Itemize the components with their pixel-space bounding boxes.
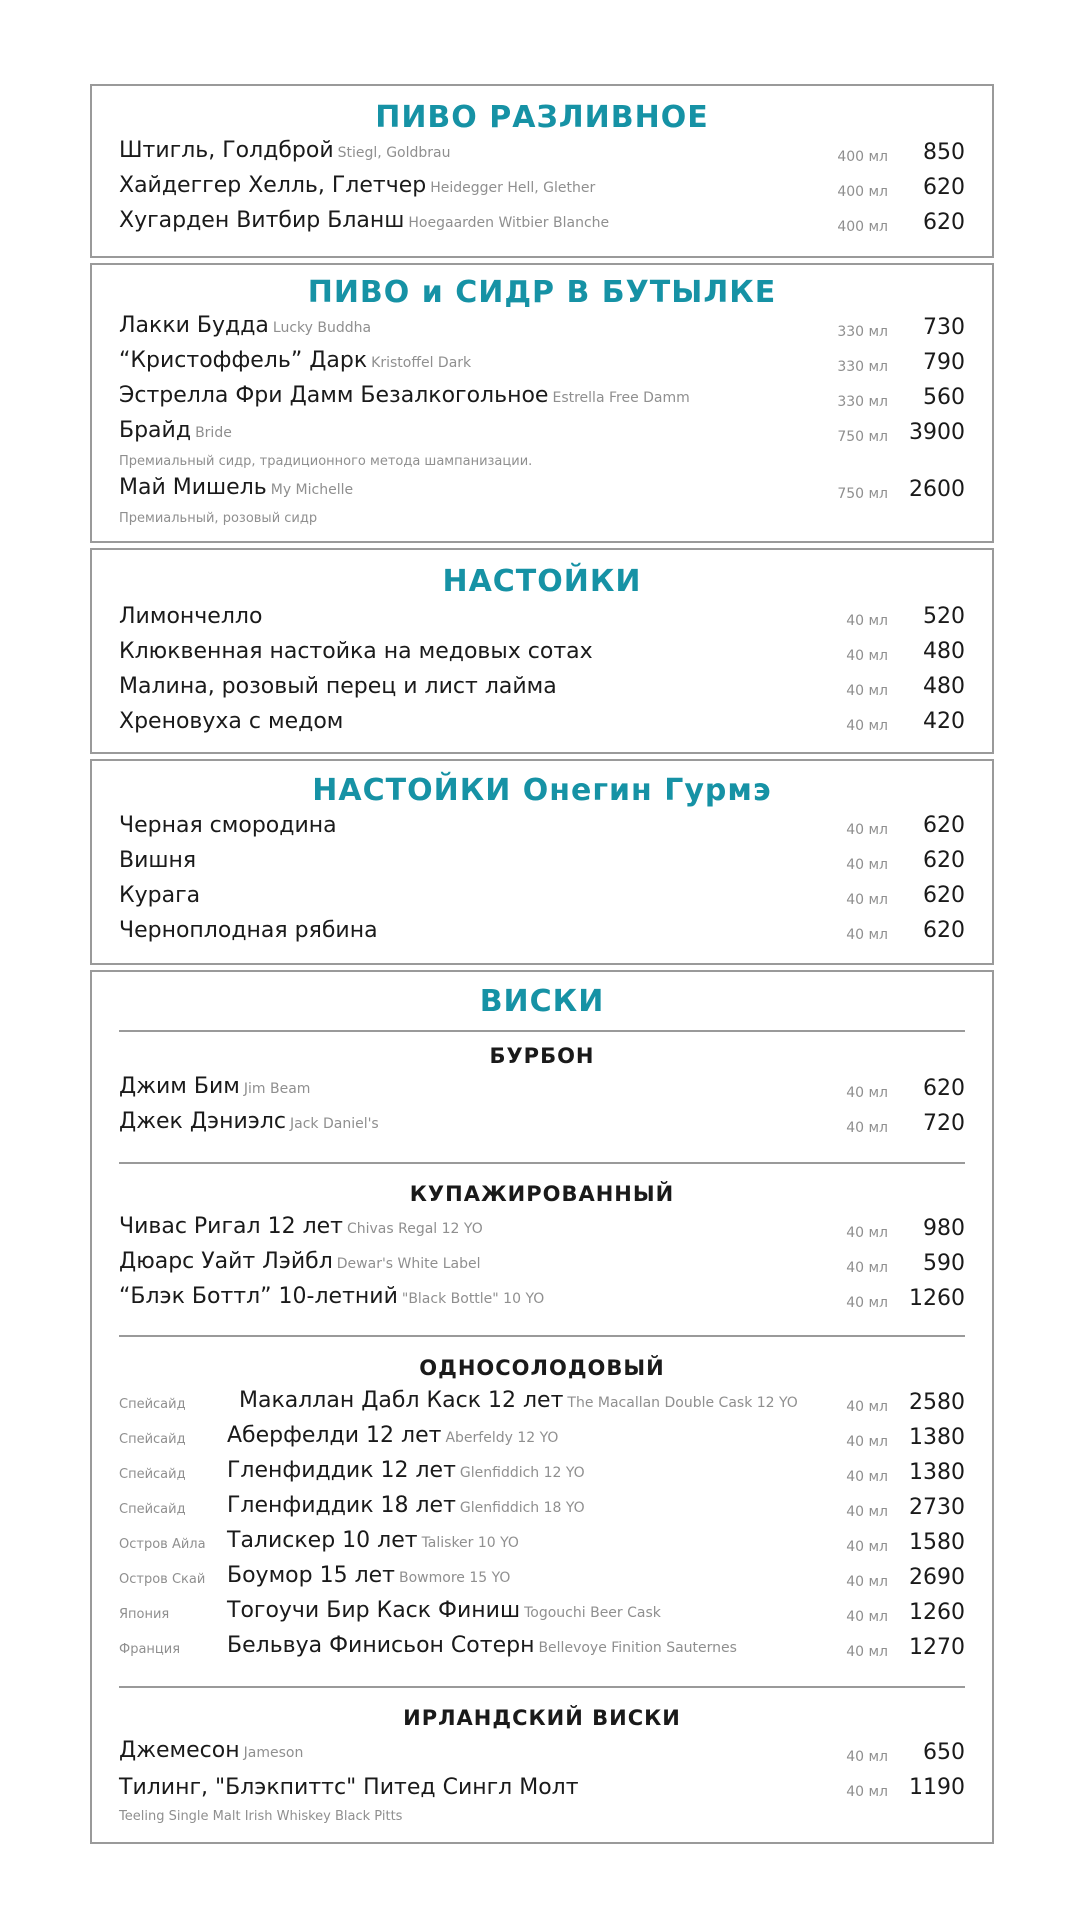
- item-volume: 750 мл: [837, 486, 888, 502]
- item-region: Спейсайд: [119, 1502, 186, 1517]
- item-volume: 40 мл: [846, 1260, 888, 1276]
- menu-item: [92, 1425, 992, 1455]
- menu-item: [92, 1775, 992, 1805]
- item-price: 1270: [909, 1635, 965, 1660]
- item-region: Остров Айла: [119, 1537, 206, 1552]
- item-name-en: Stiegl, Goldbrau: [337, 145, 451, 161]
- item-name-en: Glenfiddich 12 YO: [459, 1465, 585, 1481]
- item-volume: 400 мл: [837, 219, 888, 235]
- item-volume: 40 мл: [846, 927, 888, 943]
- menu-item: [92, 315, 992, 345]
- item-volume: 40 мл: [846, 1469, 888, 1485]
- menu-item: [92, 140, 992, 170]
- item-price: 1260: [909, 1600, 965, 1625]
- item-price: 720: [923, 1111, 965, 1136]
- menu-item: [92, 1251, 992, 1281]
- section-tinctures: [90, 548, 994, 754]
- divider: [119, 1162, 965, 1164]
- item-volume: 40 мл: [846, 683, 888, 699]
- menu-item: [92, 1495, 992, 1525]
- item-volume: 40 мл: [846, 1295, 888, 1311]
- item-volume: 40 мл: [846, 1609, 888, 1625]
- item-region: Спейсайд: [119, 1467, 186, 1482]
- item-region: Остров Скай: [119, 1572, 206, 1587]
- item-name-en: Bride: [195, 425, 232, 441]
- item-price: 590: [923, 1251, 965, 1276]
- menu-item: [92, 813, 992, 843]
- menu-item: [92, 210, 992, 240]
- item-name: Талискер 10 лет: [227, 1528, 418, 1553]
- item-price: 730: [923, 315, 965, 340]
- item-volume: 40 мл: [846, 1784, 888, 1800]
- item-region: Спейсайд: [119, 1397, 186, 1412]
- item-name: Боумор 15 лет: [227, 1563, 395, 1588]
- item-volume: 40 мл: [846, 822, 888, 838]
- menu-item: [92, 918, 992, 948]
- menu-item: [92, 709, 992, 739]
- item-name-en: Bellevoye Finition Sauternes: [538, 1640, 737, 1656]
- item-price: 620: [923, 918, 965, 943]
- subsection-title: БУРБОН: [489, 1044, 595, 1068]
- item-name-en: Jack Daniel's: [290, 1116, 379, 1132]
- item-volume: 40 мл: [846, 1399, 888, 1415]
- item-name: Хайдеггер Хелль, Глетчер: [119, 173, 427, 198]
- item-volume: 40 мл: [846, 613, 888, 629]
- item-name: Вишня: [119, 848, 197, 873]
- item-price: 620: [923, 813, 965, 838]
- item-name: Курага: [119, 883, 201, 908]
- item-description: Премиальный, розовый сидр: [119, 511, 318, 526]
- item-name-en: Dewar's White Label: [336, 1256, 481, 1272]
- item-name: Черная смородина: [119, 813, 337, 838]
- menu-item: [92, 175, 992, 205]
- item-name-en: Lucky Buddha: [272, 320, 372, 336]
- item-name: Тогоучи Бир Каск Финиш: [227, 1598, 521, 1623]
- item-volume: 750 мл: [837, 429, 888, 445]
- item-price: 1380: [909, 1460, 965, 1485]
- item-name: Гленфиддик 12 лет: [227, 1458, 456, 1483]
- menu-item: [92, 1460, 992, 1490]
- menu-item: [92, 674, 992, 704]
- menu-item: [92, 1390, 992, 1420]
- menu-item: [92, 604, 992, 634]
- item-description: Премиальный сидр, традиционного метода шампанизации.: [119, 454, 533, 469]
- item-price: 650: [923, 1740, 965, 1765]
- item-volume: 330 мл: [837, 394, 888, 410]
- section-title: ВИСКИ: [479, 984, 605, 1019]
- item-name: Джим Бим: [119, 1074, 240, 1099]
- menu-item: [92, 848, 992, 878]
- subsection-title: ИРЛАНДСКИЙ ВИСКИ: [403, 1706, 681, 1730]
- item-volume: 40 мл: [846, 892, 888, 908]
- item-name-en: My Michelle: [270, 482, 354, 498]
- subsection-title: КУПАЖИРОВАННЫЙ: [409, 1182, 675, 1206]
- item-name: Лакки Будда: [119, 313, 269, 338]
- item-name-en: Togouchi Beer Cask: [524, 1605, 661, 1621]
- item-price: 2730: [909, 1495, 965, 1520]
- item-name: Бельвуа Финисьон Сотерн: [227, 1633, 535, 1658]
- item-volume: 40 мл: [846, 1434, 888, 1450]
- menu-item: [92, 883, 992, 913]
- item-price: 2580: [909, 1390, 965, 1415]
- item-price: 1380: [909, 1425, 965, 1450]
- item-price: 420: [923, 709, 965, 734]
- item-volume: 40 мл: [846, 857, 888, 873]
- item-price: 2690: [909, 1565, 965, 1590]
- item-description: Teeling Single Malt Irish Whiskey Black Pitts: [119, 1809, 403, 1824]
- item-name: Малина, розовый перец и лист лайма: [119, 674, 557, 699]
- item-volume: 40 мл: [846, 648, 888, 664]
- item-volume: 40 мл: [846, 1085, 888, 1101]
- section-title: ПИВО РАЗЛИВНОЕ: [375, 100, 709, 135]
- item-name-en: Jim Beam: [243, 1081, 311, 1097]
- item-price: 620: [923, 210, 965, 235]
- item-name-en: Glenfiddich 18 YO: [459, 1500, 585, 1516]
- section-whisky: [90, 970, 994, 1844]
- item-name: Хугарден Витбир Бланш: [119, 208, 405, 233]
- item-price: 560: [923, 385, 965, 410]
- item-name: Дюарс Уайт Лэйбл: [119, 1249, 333, 1274]
- item-name: Эстрелла Фри Дамм Безалкогольное: [119, 383, 549, 408]
- item-price: 850: [923, 140, 965, 165]
- item-name: Май Мишель: [119, 475, 267, 500]
- item-name-en: Bowmore 15 YO: [399, 1570, 511, 1586]
- item-volume: 40 мл: [846, 1225, 888, 1241]
- item-volume: 40 мл: [846, 1644, 888, 1660]
- item-price: 1260: [909, 1286, 965, 1311]
- section-title: ПИВО и СИДР В БУТЫЛКЕ: [307, 275, 777, 310]
- item-volume: 400 мл: [837, 184, 888, 200]
- item-price: 1580: [909, 1530, 965, 1555]
- item-name: Аберфелди 12 лет: [227, 1423, 442, 1448]
- menu-item: [92, 420, 992, 450]
- menu-item: [92, 1740, 992, 1770]
- item-price: 1190: [909, 1775, 965, 1800]
- menu-item: [92, 1076, 992, 1106]
- item-price: 620: [923, 175, 965, 200]
- section-draft-beer: [90, 84, 994, 258]
- item-name-en: Talisker 10 YO: [421, 1535, 519, 1551]
- item-price: 620: [923, 883, 965, 908]
- menu-item: [92, 639, 992, 669]
- section-title: НАСТОЙКИ: [442, 564, 642, 599]
- subsection-title: ОДНОСОЛОДОВЫЙ: [419, 1356, 665, 1380]
- item-region: Спейсайд: [119, 1432, 186, 1447]
- item-volume: 40 мл: [846, 1539, 888, 1555]
- menu-item: [92, 1565, 992, 1595]
- menu-item: [92, 1635, 992, 1665]
- item-volume: 40 мл: [846, 1120, 888, 1136]
- item-name-en: Aberfeldy 12 YO: [445, 1430, 559, 1446]
- item-price: 790: [923, 350, 965, 375]
- item-name-en: Estrella Free Damm: [552, 390, 690, 406]
- menu-item: [92, 350, 992, 380]
- menu-item: [92, 1600, 992, 1630]
- item-name: Хреновуха с медом: [119, 709, 344, 734]
- item-region: Япония: [119, 1607, 170, 1622]
- item-name: “Кристоффель” Дарк: [119, 348, 368, 373]
- item-volume: 40 мл: [846, 1749, 888, 1765]
- item-name: Клюквенная настойка на медовых сотах: [119, 639, 593, 664]
- item-price: 620: [923, 1076, 965, 1101]
- item-price: 2600: [909, 477, 965, 502]
- item-name-en: Hoegaarden Witbier Blanche: [408, 215, 610, 231]
- divider: [119, 1335, 965, 1337]
- item-name: Тилинг, "Блэкпиттс" Питед Сингл Молт: [119, 1775, 579, 1800]
- item-name: “Блэк Боттл” 10-летний: [119, 1284, 398, 1309]
- item-volume: 40 мл: [846, 718, 888, 734]
- item-name: Черноплодная рябина: [119, 918, 378, 943]
- item-volume: 40 мл: [846, 1574, 888, 1590]
- item-price: 520: [923, 604, 965, 629]
- menu-item: [92, 1286, 992, 1316]
- menu-item: [92, 385, 992, 415]
- item-volume: 400 мл: [837, 149, 888, 165]
- section-bottled-beer-cider: [90, 263, 994, 543]
- item-name: Джек Дэниэлс: [119, 1109, 286, 1134]
- item-price: 980: [923, 1216, 965, 1241]
- menu-item: [92, 1530, 992, 1560]
- item-name-en: Heidegger Hell, Glether: [430, 180, 596, 196]
- item-volume: 330 мл: [837, 359, 888, 375]
- item-price: 620: [923, 848, 965, 873]
- divider: [119, 1030, 965, 1032]
- item-name-en: "Black Bottle" 10 YO: [401, 1291, 545, 1307]
- item-volume: 330 мл: [837, 324, 888, 340]
- divider: [119, 1686, 965, 1688]
- item-name: Брайд: [119, 418, 192, 443]
- menu-item: [92, 1111, 992, 1141]
- item-name-en: Jameson: [243, 1745, 304, 1761]
- item-name: Лимончелло: [119, 604, 263, 629]
- section-title: НАСТОЙКИ Онегин Гурмэ: [312, 773, 772, 808]
- item-name: Макаллан Дабл Каск 12 лет: [239, 1388, 564, 1413]
- item-price: 3900: [909, 420, 965, 445]
- item-volume: 40 мл: [846, 1504, 888, 1520]
- section-onegin-tinctures: [90, 759, 994, 965]
- item-name: Чивас Ригал 12 лет: [119, 1214, 343, 1239]
- item-price: 480: [923, 639, 965, 664]
- item-name-en: Chivas Regal 12 YO: [346, 1221, 483, 1237]
- item-region: Франция: [119, 1642, 181, 1657]
- item-name: Джемесон: [119, 1738, 240, 1763]
- item-name-en: Kristoffel Dark: [371, 355, 472, 371]
- item-price: 480: [923, 674, 965, 699]
- item-name: Штигль, Голдброй: [119, 138, 334, 163]
- menu-item: [92, 1216, 992, 1246]
- item-name: Гленфиддик 18 лет: [227, 1493, 456, 1518]
- menu-item: [92, 477, 992, 507]
- item-name-en: The Macallan Double Cask 12 YO: [567, 1395, 798, 1411]
